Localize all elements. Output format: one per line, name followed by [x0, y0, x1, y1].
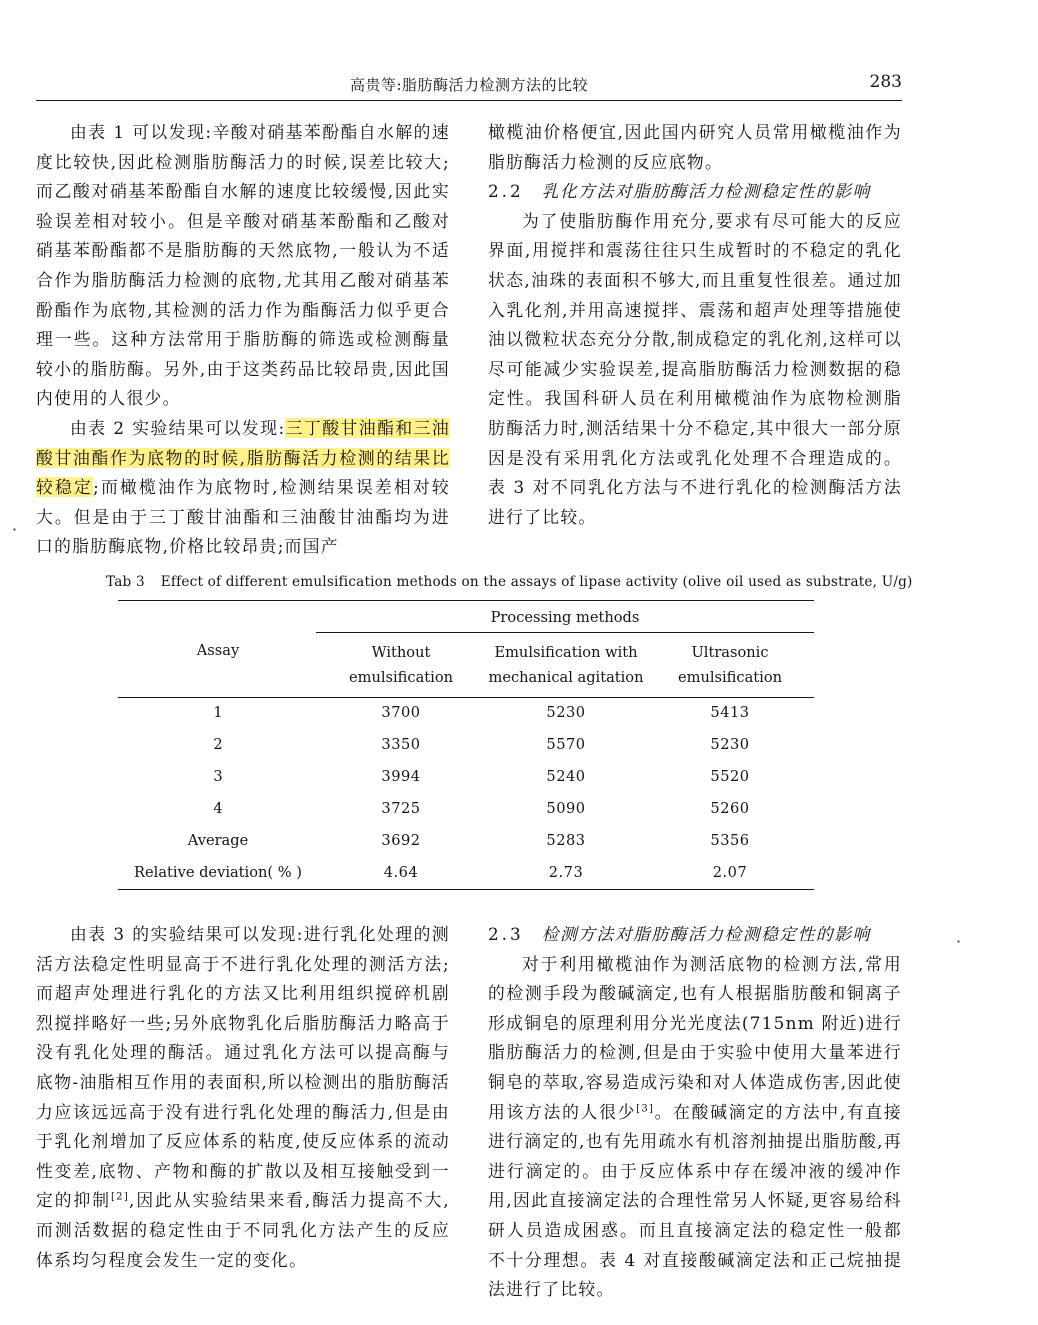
table-caption-text: Effect of different emulsification methods on the assays of lipase activity (olive oil used as substrate, U/g): [160, 574, 913, 590]
section-title: 乳化方法对脂肪酶活力检测稳定性的影响: [541, 181, 871, 202]
table-cell: 5356: [710, 832, 750, 849]
paragraph-text: 对于利用橄榄油作为测活底物的检测方法,常用的检测手段为酸碱滴定,也有人根据脂肪酸和铜离子形成铜皂的原理利用分光光度法(715nm 附近)进行脂肪酶活力的检测,但是由于实验中使用大量苯进行铜皂的萃取,容易造成污染和对人体造成伤害,因此使用该方法的人很少: [488, 953, 902, 1122]
header-line: mechanical agitation: [488, 669, 644, 686]
paragraph-text: 由表 3 的实验结果可以发现:进行乳化处理的测活方法稳定性明显高于不进行乳化处理的测活方法;而超声处理进行乳化的方法又比利用组织搅碎机剧烈搅拌略好一些;另外底物乳化后脂肪酶活力略高于没有乳化处理的酶活。通过乳化方法可以提高酶与底物-油脂相互作用的表面积,所以检测出的脂肪酶活力应该远远高于没有进行乳化处理的酶活力,但是由于乳化剂增加了反应体系的粘度,使反应体系的流动性变差,底物、产物和酶的扩散以及相互接触受到一定的抑制: [36, 924, 450, 1211]
paragraph-with-highlight: [36, 414, 450, 562]
table-cell: 5570: [546, 736, 586, 753]
table-cell: 5413: [710, 704, 750, 721]
margin-mark: ·: [12, 520, 18, 539]
table-cell: 2.73: [548, 864, 584, 881]
row-label: Average: [187, 832, 249, 849]
assay-header: Assay: [196, 642, 240, 659]
paragraph: 为了使脂肪酶作用充分,要求有尽可能大的反应界面,用搅拌和震荡往往只生成暂时的不稳定的乳化状态,油珠的表面积不够大,而且重复性很差。通过加入乳化剂,并用高速搅拌、震荡和超声处理等措施使油以微粒状态充分分散,制成稳定的乳化剂,这样可以尽可能减少实验误差,提高脂肪酶活力检测数据的稳定性。我国科研人员在利用橄榄油作为底物检测脂肪酶活力时,测活结果十分不稳定,其中很大一部分原因是没有采用乳化方法或乳化处理不合理造成的。表 3 对不同乳化方法与不进行乳化的检测酶活方法进行了比较。: [488, 210, 902, 527]
table-cell: 5240: [546, 768, 586, 785]
right-column-lower: [488, 920, 902, 1305]
header-line: emulsification: [677, 669, 783, 686]
header-line: Ultrasonic: [691, 644, 769, 661]
table-cell: 5520: [710, 768, 750, 785]
paragraph-with-citation: [488, 950, 902, 1305]
paragraph: 橄榄油价格便宜,因此国内研究人员常用橄榄油作为脂肪酶活力检测的反应底物。: [488, 122, 902, 172]
row-label: Relative deviation( % ): [134, 864, 302, 881]
table-cell: 3692: [381, 832, 421, 849]
table-cell: 4.64: [383, 864, 419, 881]
header-line: Without: [371, 644, 431, 661]
section-title: 检测方法对脂肪酶活力检测稳定性的影响: [541, 924, 871, 944]
table-cell: 5090: [546, 800, 586, 817]
table-label: Tab 3: [106, 574, 145, 590]
row-label: 3: [213, 768, 223, 785]
column-header-without-emulsification: [316, 640, 486, 690]
citation-ref: [3]: [636, 1102, 655, 1114]
row-label: 2: [213, 736, 223, 753]
table-cell: 3350: [381, 736, 421, 753]
column-header-mechanical-agitation: [486, 640, 646, 690]
table-cell: 5283: [546, 832, 586, 849]
table-cell: 5230: [710, 736, 750, 753]
header-line: Emulsification with: [494, 644, 638, 661]
left-column-upper: [36, 118, 450, 562]
table-header-rule: [118, 697, 814, 698]
table-cell: 3994: [381, 768, 421, 785]
section-heading-2-2: [488, 177, 902, 207]
table-cell: 2.07: [712, 864, 748, 881]
table-bottom-rule: [118, 889, 814, 890]
group-header-rule: [316, 632, 814, 633]
running-header: [36, 72, 902, 98]
paragraph: 由表 1 可以发现:辛酸对硝基苯酚酯自水解的速度比较快,因此检测脂肪酶活力的时候,误差比较大;而乙酸对硝基苯酚酯自水解的速度比较缓慢,因此实验误差相对较小。但是辛酸对硝基苯酚酯和乙酸对硝基苯酚酯都不是脂肪酶的天然底物,一般认为不适合作为脂肪酶活力检测的底物,尤其用乙酸对硝基苯酚酯作为底物,其检测的活力作为酯酶活力似乎更合理一些。这种方法常用于脂肪酶的筛选或检测酶量较小的脂肪酶。另外,由于这类药品比较昂贵,因此国内使用的人很少。: [36, 122, 450, 409]
left-column-lower: [36, 920, 450, 1275]
table-top-rule: [118, 600, 814, 601]
paragraph-text: ;而橄榄油作为底物时,检测结果误差相对较大。但是由于三丁酸甘油酯和三油酸甘油酯均为进口的脂肪酶底物,价格比较昂贵;而国产: [36, 477, 450, 557]
citation-ref: [2]: [110, 1191, 130, 1203]
row-label: 1: [213, 704, 223, 721]
group-header: Processing methods: [490, 609, 640, 626]
page-number: 283: [869, 72, 902, 92]
header-line: emulsification: [348, 669, 454, 686]
highlighted-text: 三丁酸甘油酯和三油酸甘油酯作为底物的时候,脂肪酶活力检测的结果比较稳定: [36, 417, 451, 498]
right-column-upper: [488, 118, 902, 532]
column-header-ultrasonic-emulsification: [646, 640, 814, 690]
margin-mark: ·: [956, 932, 962, 951]
row-label: 4: [213, 800, 223, 817]
table-caption: [106, 574, 946, 590]
paragraph-with-citation: [36, 920, 450, 1275]
table-cell: 3700: [381, 704, 421, 721]
paragraph-text: 。在酸碱滴定的方法中,有直接进行滴定的,也有先用疏水有机溶剂抽提出脂肪酸,再进行滴定的。由于反应体系中存在缓冲液的缓冲作用,因此直接滴定法的合理性常另人怀疑,更容易给科研人员造成困惑。而且直接滴定法的稳定性一般都不十分理想。表 4 对直接酸碱滴定法和正己烷抽提法进行了比较。: [488, 1101, 902, 1300]
running-title: 高贵等:脂肪酶活力检测方法的比较: [349, 76, 589, 94]
table-cell: 5260: [710, 800, 750, 817]
table-cell: 5230: [546, 704, 586, 721]
paragraph-text: ,因此从实验结果来看,酶活力提高不大,而测活数据的稳定性由于不同乳化方法产生的反应体系均匀程度会发生一定的变化。: [36, 1190, 450, 1270]
paragraph-text: 由表 2 实验结果可以发现:: [70, 417, 286, 438]
section-number: 2.2: [488, 181, 524, 202]
section-number: 2.3: [488, 924, 524, 944]
header-rule: [36, 100, 902, 101]
section-heading-2-3: [488, 920, 902, 950]
table-cell: 3725: [381, 800, 421, 817]
